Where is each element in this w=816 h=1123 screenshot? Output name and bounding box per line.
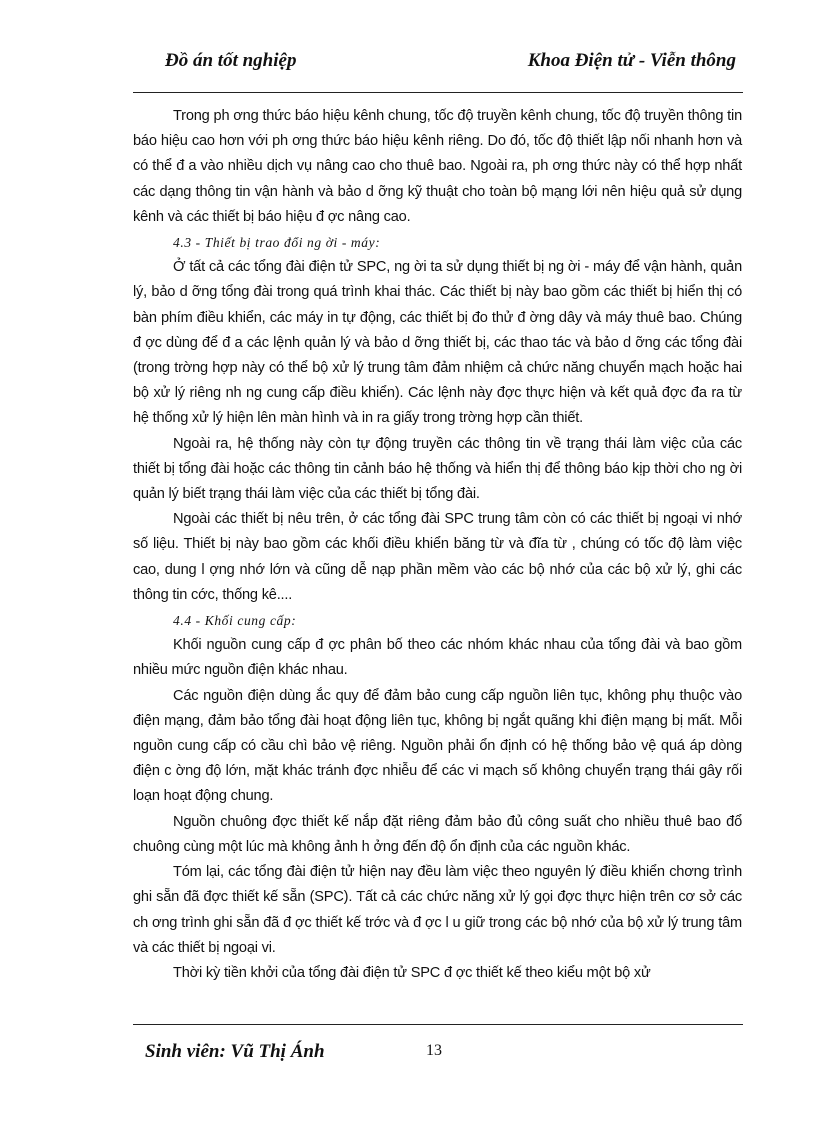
document-body: [133, 104, 742, 986]
paragraph: Tóm lại, các tổng đài điện tử hiện nay đều làm việc theo nguyên lý điều khiển chơng trình ghi sẵn đã đợc thiết kế sẵn (SPC). Tất cả các chức năng xử lý gọi đợc thực hiện trên cơ sở các ch ơng trình ghi sẵn đã đ ợc thiết kế trớc và đ ợc l u giữ trong các bộ nhớ của bộ xử lý trung tâm và các thiết bị ngoại vi.: [133, 864, 742, 956]
page-number: 13: [426, 1042, 442, 1059]
section-heading: 4.3 - Thiết bị trao đổi ng ời - máy:: [173, 235, 381, 251]
paragraph: Thời kỳ tiền khởi của tổng đài điện tử SPC đ ợc thiết kế theo kiểu một bộ xử: [173, 964, 651, 981]
section-heading: 4.4 - Khối cung cấp:: [173, 613, 297, 629]
paragraph: Khối nguồn cung cấp đ ợc phân bố theo các nhóm khác nhau của tổng đài và bao gồm nhiều mức nguồn điện khác nhau.: [133, 637, 742, 679]
footer-divider: [133, 1024, 743, 1025]
header-title-right: Khoa Điện tử - Viễn thông: [527, 50, 736, 71]
paragraph: Các nguồn điện dùng ắc quy để đảm bảo cung cấp nguồn liên tục, không phụ thuộc vào điện mạng, đảm bảo tổng đài hoạt động liên tục, không bị ngắt quãng khi điện mạng bị mất. Mỗi nguồn cung cấp có cầu chì bảo vệ riêng. Nguồn phải ổn định có hệ thống bảo vệ quá áp dòng điện c ờng độ lớn, mặt khác tránh đợc nhiễu để các vi mạch số không chuyển trạng thái gây rối loạn hoạt động chung.: [133, 687, 742, 805]
paragraph: Ở tất cả các tổng đài điện tử SPC, ng ời ta sử dụng thiết bị ng ời - máy để vận hành, quản lý, bảo d ỡng tổng đài trong quá trình khai thác. Các thiết bị này bao gồm các thiết bị hiển thị có bàn phím điều khiển, các máy in tự động, các thiết bị đo thử đ ờng dây và máy thuê bao. Chúng đ ợc dùng để đ a các lệnh quản lý và bảo d ỡng thiết bị, các thao tác và bảo d ỡng các tổng đài (trong trờng hợp này có thể bộ xử lý trung tâm đảm nhiệm cả chức năng chuyển mạch hoặc hai bộ xử lý riêng nh ng cung cấp điều khiển). Các lệnh này đợc thực hiện và kết quả đợc đa ra từ hệ thống xử lý hiện lên màn hình và in ra giấy trong trờng hợp cần thiết.: [133, 259, 742, 427]
header-title-left: Đồ án tốt nghiệp: [165, 50, 297, 71]
header-divider: [133, 92, 743, 93]
footer-author: Sinh viên: Vũ Thị Ánh: [145, 1041, 325, 1062]
paragraph: Ngoài các thiết bị nêu trên, ở các tổng đài SPC trung tâm còn có các thiết bị ngoại vi nhớ số liệu. Thiết bị này bao gồm các khối điều khiển băng từ và đĩa từ , chúng có tốc độ làm việc cao, dung l ợng nhớ lớn và cũng dễ nạp phần mềm vào các bộ nhớ của các bộ xử lý, ghi các thông tin cớc, thống kê....: [133, 511, 742, 603]
paragraph: Ngoài ra, hệ thống này còn tự động truyền các thông tin về trạng thái làm việc của các thiết bị tổng đài hoặc các thông tin cảnh báo hệ thống và hiển thị để thông báo kịp thời cho ng ời quản lý biết trạng thái làm việc của các thiết bị tổng đài.: [133, 435, 742, 503]
paragraph: Nguồn chuông đợc thiết kế nắp đặt riêng đảm bảo đủ công suất cho nhiều thuê bao đổ chuông cùng một lúc mà không ảnh h ởng đến độ ổn định của các nguồn khác.: [133, 813, 742, 855]
paragraph: Trong ph ơng thức báo hiệu kênh chung, tốc độ truyền kênh chung, tốc độ truyền thông tin báo hiệu cao hơn với ph ơng thức báo hiệu kênh riêng. Do đó, tốc độ thiết lập nối nhanh hơn và có thể đ a vào nhiều dịch vụ nâng cao cho thuê bao. Ngoài ra, ph ơng thức này có thể hợp nhất các dạng thông tin vận hành và bảo d ỡng kỹ thuật cho toàn bộ mạng lới nên hiệu quả sử dụng kênh và các thiết bị báo hiệu đ ợc nâng cao.: [133, 108, 742, 225]
